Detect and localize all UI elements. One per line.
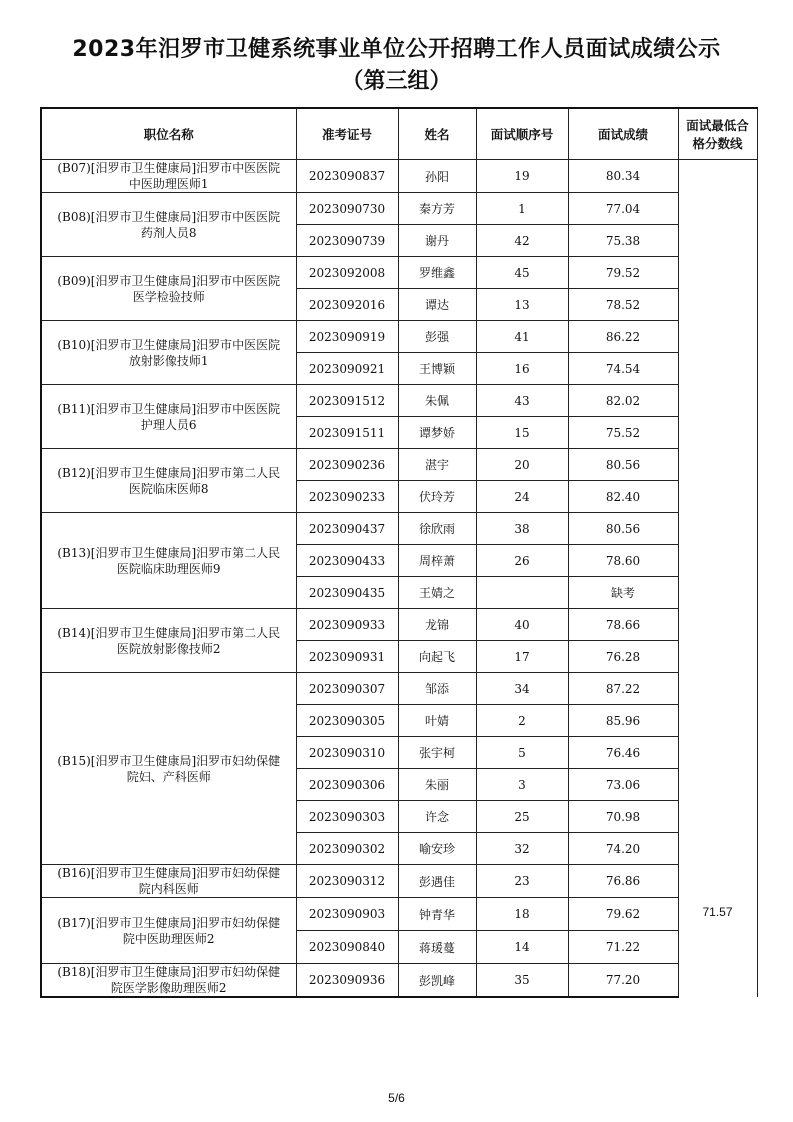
position-cell — [41, 193, 296, 257]
order-cell: 34 — [476, 673, 568, 705]
position-cell — [41, 865, 296, 898]
table-row — [41, 865, 757, 898]
name-cell: 朱佩 — [398, 385, 476, 417]
header-cutoff-line1: 面试最低合 — [686, 118, 749, 133]
score-cell: 78.66 — [568, 609, 678, 641]
order-cell: 45 — [476, 257, 568, 289]
position-line1: (B16)[汨罗市卫生健康局]汨罗市妇幼保健 — [57, 866, 281, 880]
score-cell: 77.04 — [568, 193, 678, 225]
header-order: 面试顺序号 — [476, 108, 568, 160]
position-line2: 院妇、产科医师 — [126, 769, 211, 784]
position-line2: 护理人员6 — [140, 417, 197, 432]
table-row — [41, 513, 757, 545]
header-score: 面试成绩 — [568, 108, 678, 160]
header-exam-id: 准考证号 — [296, 108, 398, 160]
score-cell: 79.62 — [568, 898, 678, 931]
exam-id-cell: 2023090936 — [296, 964, 398, 998]
table-row — [41, 257, 757, 289]
exam-id-cell: 2023090312 — [296, 865, 398, 898]
exam-id-cell: 2023090435 — [296, 577, 398, 609]
order-cell: 38 — [476, 513, 568, 545]
name-cell: 朱丽 — [398, 769, 476, 801]
name-cell: 徐欣雨 — [398, 513, 476, 545]
position-line1: (B15)[汨罗市卫生健康局]汨罗市妇幼保健 — [57, 753, 281, 768]
exam-id-cell: 2023090840 — [296, 931, 398, 964]
position-line1: (B17)[汨罗市卫生健康局]汨罗市妇幼保健 — [57, 915, 281, 930]
name-cell: 谭梦娇 — [398, 417, 476, 449]
score-cell: 82.02 — [568, 385, 678, 417]
header-row — [41, 108, 757, 160]
position-line2: 院医学影像助理医师2 — [110, 981, 227, 995]
exam-id-cell: 2023092008 — [296, 257, 398, 289]
table-body — [41, 160, 757, 998]
order-cell: 1 — [476, 193, 568, 225]
order-cell: 25 — [476, 801, 568, 833]
exam-id-cell: 2023090233 — [296, 481, 398, 513]
position-line2: 药剂人员8 — [140, 225, 197, 240]
position-line2: 医院放射影像技师2 — [116, 641, 221, 656]
exam-id-cell: 2023090437 — [296, 513, 398, 545]
score-cell: 缺考 — [568, 577, 678, 609]
name-cell: 伏玲芳 — [398, 481, 476, 513]
order-cell: 35 — [476, 964, 568, 998]
score-cell: 80.56 — [568, 513, 678, 545]
position-line1: (B13)[汨罗市卫生健康局]汨罗市第二人民 — [57, 545, 281, 560]
exam-id-cell: 2023091511 — [296, 417, 398, 449]
name-cell: 张宇柯 — [398, 737, 476, 769]
order-cell: 18 — [476, 898, 568, 931]
order-cell: 24 — [476, 481, 568, 513]
exam-id-cell: 2023090433 — [296, 545, 398, 577]
position-line2: 院内科医师 — [138, 882, 199, 896]
table-row — [41, 449, 757, 481]
score-cell: 73.06 — [568, 769, 678, 801]
order-cell: 26 — [476, 545, 568, 577]
position-cell — [41, 449, 296, 513]
exam-id-cell: 2023090933 — [296, 609, 398, 641]
position-line1: (B18)[汨罗市卫生健康局]汨罗市妇幼保健 — [57, 965, 281, 979]
score-cell: 77.20 — [568, 964, 678, 998]
position-line1: (B11)[汨罗市卫生健康局]汨罗市中医医院 — [57, 401, 281, 416]
score-cell: 70.98 — [568, 801, 678, 833]
name-cell: 秦方芳 — [398, 193, 476, 225]
order-cell: 17 — [476, 641, 568, 673]
exam-id-cell: 2023090919 — [296, 321, 398, 353]
order-cell: 23 — [476, 865, 568, 898]
score-cell: 82.40 — [568, 481, 678, 513]
order-cell: 16 — [476, 353, 568, 385]
score-cell: 74.54 — [568, 353, 678, 385]
position-line1: (B09)[汨罗市卫生健康局]汨罗市中医医院 — [57, 273, 281, 288]
position-cell — [41, 609, 296, 673]
position-line2: 医院临床助理医师9 — [116, 561, 221, 576]
score-cell: 76.46 — [568, 737, 678, 769]
order-cell: 14 — [476, 931, 568, 964]
position-line1: (B08)[汨罗市卫生健康局]汨罗市中医医院 — [57, 209, 281, 224]
position-cell — [41, 964, 296, 998]
score-cell: 85.96 — [568, 705, 678, 737]
header-name: 姓名 — [398, 108, 476, 160]
page-subtitle: （第三组） — [341, 69, 452, 94]
order-cell — [476, 577, 568, 609]
exam-id-cell: 2023090730 — [296, 193, 398, 225]
page-title: 2023年汨罗市卫健系统事业单位公开招聘工作人员面试成绩公示 — [72, 37, 721, 62]
position-line2: 医院临床医师8 — [128, 481, 209, 496]
score-cell: 76.86 — [568, 865, 678, 898]
score-cell: 71.22 — [568, 931, 678, 964]
order-cell: 40 — [476, 609, 568, 641]
name-cell: 王婧之 — [398, 577, 476, 609]
table-row — [41, 673, 757, 705]
exam-id-cell: 2023090310 — [296, 737, 398, 769]
position-cell — [41, 673, 296, 865]
name-cell: 邹添 — [398, 673, 476, 705]
name-cell: 孙阳 — [398, 160, 476, 193]
score-cell: 76.28 — [568, 641, 678, 673]
position-cell — [41, 898, 296, 964]
score-cell: 78.60 — [568, 545, 678, 577]
order-cell: 13 — [476, 289, 568, 321]
name-cell: 彭强 — [398, 321, 476, 353]
name-cell: 谭达 — [398, 289, 476, 321]
score-cell: 80.34 — [568, 160, 678, 193]
score-cell: 87.22 — [568, 673, 678, 705]
position-line2: 医学检验技师 — [132, 289, 205, 304]
score-cell: 78.52 — [568, 289, 678, 321]
exam-id-cell: 2023090306 — [296, 769, 398, 801]
name-cell: 许念 — [398, 801, 476, 833]
order-cell: 43 — [476, 385, 568, 417]
name-cell: 罗维鑫 — [398, 257, 476, 289]
name-cell: 谢丹 — [398, 225, 476, 257]
position-cell — [41, 385, 296, 449]
exam-id-cell: 2023090302 — [296, 833, 398, 865]
name-cell: 叶婧 — [398, 705, 476, 737]
position-line1: (B12)[汨罗市卫生健康局]汨罗市第二人民 — [57, 465, 281, 480]
position-line1: (B14)[汨罗市卫生健康局]汨罗市第二人民 — [57, 625, 281, 640]
header-position: 职位名称 — [41, 108, 296, 160]
score-cell: 74.20 — [568, 833, 678, 865]
score-cell: 79.52 — [568, 257, 678, 289]
position-cell — [41, 321, 296, 385]
name-cell: 湛宇 — [398, 449, 476, 481]
order-cell: 2 — [476, 705, 568, 737]
name-cell: 向起飞 — [398, 641, 476, 673]
position-line2: 中医助理医师1 — [128, 177, 209, 191]
exam-id-cell: 2023090931 — [296, 641, 398, 673]
exam-id-cell: 2023090903 — [296, 898, 398, 931]
exam-id-cell: 2023090739 — [296, 225, 398, 257]
order-cell: 32 — [476, 833, 568, 865]
position-line1: (B07)[汨罗市卫生健康局]汨罗市中医医院 — [57, 161, 281, 175]
name-cell: 王博颖 — [398, 353, 476, 385]
exam-id-cell: 2023092016 — [296, 289, 398, 321]
position-line2: 放射影像技师1 — [128, 353, 209, 368]
position-cell — [41, 160, 296, 193]
position-cell — [41, 257, 296, 321]
table-row — [41, 609, 757, 641]
exam-id-cell: 2023090236 — [296, 449, 398, 481]
order-cell: 15 — [476, 417, 568, 449]
order-cell: 3 — [476, 769, 568, 801]
table-row — [41, 964, 757, 998]
header-cutoff-line2: 格分数线 — [692, 136, 743, 151]
score-cell: 80.56 — [568, 449, 678, 481]
position-line1: (B10)[汨罗市卫生健康局]汨罗市中医医院 — [57, 337, 281, 352]
score-cell: 75.52 — [568, 417, 678, 449]
scores-table — [40, 107, 758, 998]
page-number: 5/6 — [388, 1091, 405, 1105]
name-cell: 彭遇佳 — [398, 865, 476, 898]
table-row — [41, 160, 757, 193]
exam-id-cell: 2023090303 — [296, 801, 398, 833]
name-cell: 彭凯峰 — [398, 964, 476, 998]
exam-id-cell: 2023091512 — [296, 385, 398, 417]
table-row — [41, 321, 757, 353]
score-cell: 86.22 — [568, 321, 678, 353]
order-cell: 42 — [476, 225, 568, 257]
order-cell: 5 — [476, 737, 568, 769]
name-cell: 龙锦 — [398, 609, 476, 641]
order-cell: 20 — [476, 449, 568, 481]
cutoff-score-cell: 71.57 — [678, 160, 757, 998]
score-cell: 75.38 — [568, 225, 678, 257]
table-row — [41, 385, 757, 417]
header-cutoff — [678, 108, 757, 160]
name-cell: 周梓萧 — [398, 545, 476, 577]
table-row — [41, 898, 757, 931]
exam-id-cell: 2023090305 — [296, 705, 398, 737]
position-line2: 院中医助理医师2 — [122, 931, 215, 946]
exam-id-cell: 2023090921 — [296, 353, 398, 385]
name-cell: 钟青华 — [398, 898, 476, 931]
order-cell: 19 — [476, 160, 568, 193]
exam-id-cell: 2023090307 — [296, 673, 398, 705]
exam-id-cell: 2023090837 — [296, 160, 398, 193]
name-cell: 喻安珍 — [398, 833, 476, 865]
name-cell: 蒋瑗蔓 — [398, 931, 476, 964]
order-cell: 41 — [476, 321, 568, 353]
table-row — [41, 193, 757, 225]
position-cell — [41, 513, 296, 609]
